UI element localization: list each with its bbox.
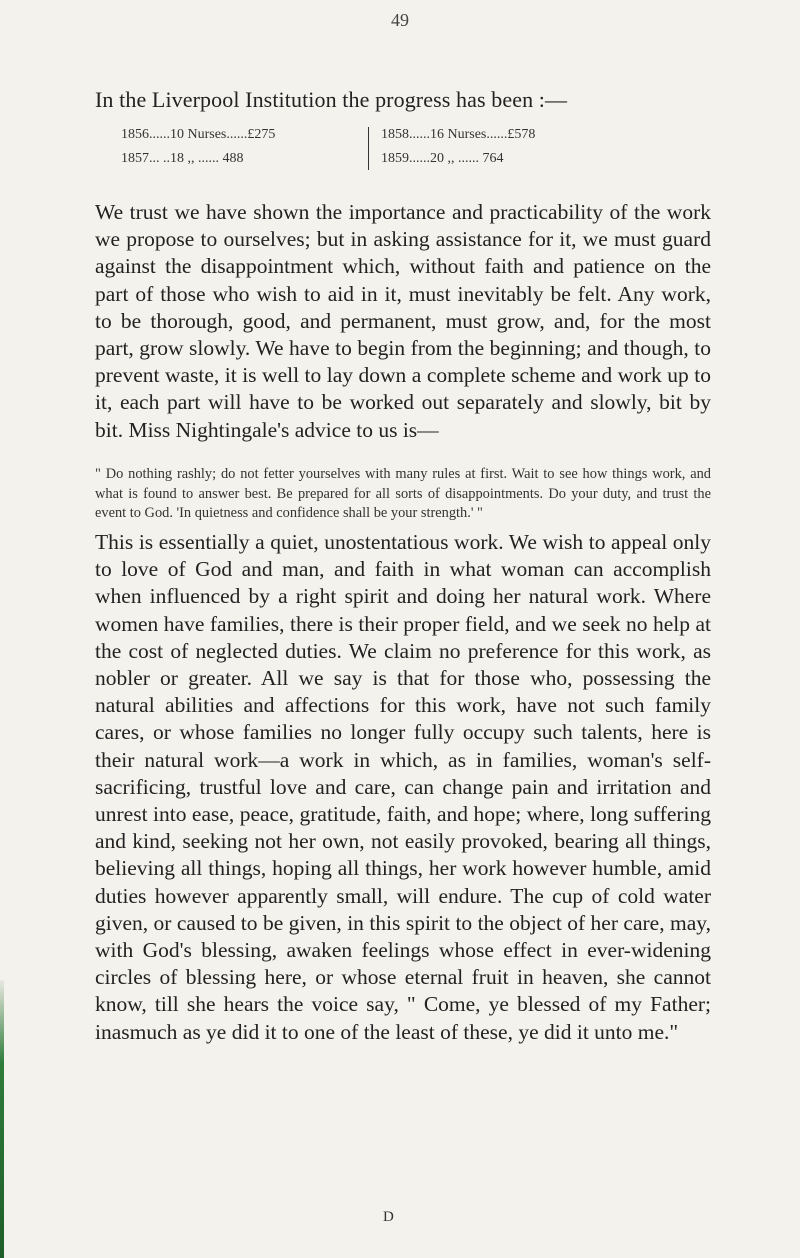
- stats-column-right: [381, 123, 601, 171]
- stats-row: 1856......10 Nurses......£275: [121, 127, 276, 142]
- stats-column-left: [121, 123, 341, 171]
- margin-edge: [0, 980, 4, 1258]
- page-number: 49: [391, 10, 409, 30]
- paragraph-1: We trust we have shown the importance and practicability of the work we propose to ourselves; but in asking assistance for it, we must guard against the disappointment which, without faith and patience on the part of those who wish to aid in it, must inevitably be felt. Any work, to be thorough, good, and permanent, must grow, and, for the most part, grow slowly. We have to begin from the beginning; and though, to prevent waste, it is well to lay down a complete scheme and work up to it, each part will have to be worked out separately and slowly, bit by bit. Miss Nightingale's advice to us is—: [95, 200, 711, 442]
- signature-mark: D: [383, 1209, 394, 1225]
- paragraph-2: This is essentially a quiet, unostentatious work. We wish to appeal only to love of God and man, and faith in what woman can accomplish when influenced by a right spirit and doing her natural work. Where women have families, there is their proper field, and we seek no help at the cost of neglected duties. We claim no preference for this work, as nobler or greater. All we say is that for those who, possessing the natural abilities and affections for this work, have not such family cares, or whose families no longer fully occupy such talents, here is their natural work—a work in which, as in families, woman's self-sacrificing, trustful love and care, can change pain and irritation and unrest into ease, peace, gratitude, faith, and hope; where, long suffering and kind, seeking not her own, not easily provoked, bearing all things, believing all things, hoping all things, her work however humble, amid duties however apparently small, will endure. The cup of cold water given, or caused to be given, in this spirit to the object of her care, may, with God's blessing, awaken feelings whose effect in ever-widening circles of blessing here, or whose eternal fruit in heaven, she cannot know, till she hears the voice say, " Come, ye blessed of my Father; inasmuch as ye did it to one of the least of these, ye did it unto me.": [95, 530, 711, 1044]
- stats-row: 1858......16 Nurses......£578: [381, 127, 536, 142]
- stats-row: 1859......20 ,, ...... 764: [381, 151, 504, 166]
- stats-row: 1857... ..18 ,, ...... 488: [121, 151, 244, 166]
- intro-line: In the Liverpool Institution the progress has been :—: [95, 87, 568, 112]
- nightingale-quote: " Do nothing rashly; do not fetter yourselves with many rules at first. Wait to see how things work, and what is found to answer best. Be prepared for all sorts of disappointments. Do your duty, and trust the event to God. 'In quietness and confidence shall be your strength.' ": [95, 466, 711, 521]
- stats-divider: [368, 127, 369, 170]
